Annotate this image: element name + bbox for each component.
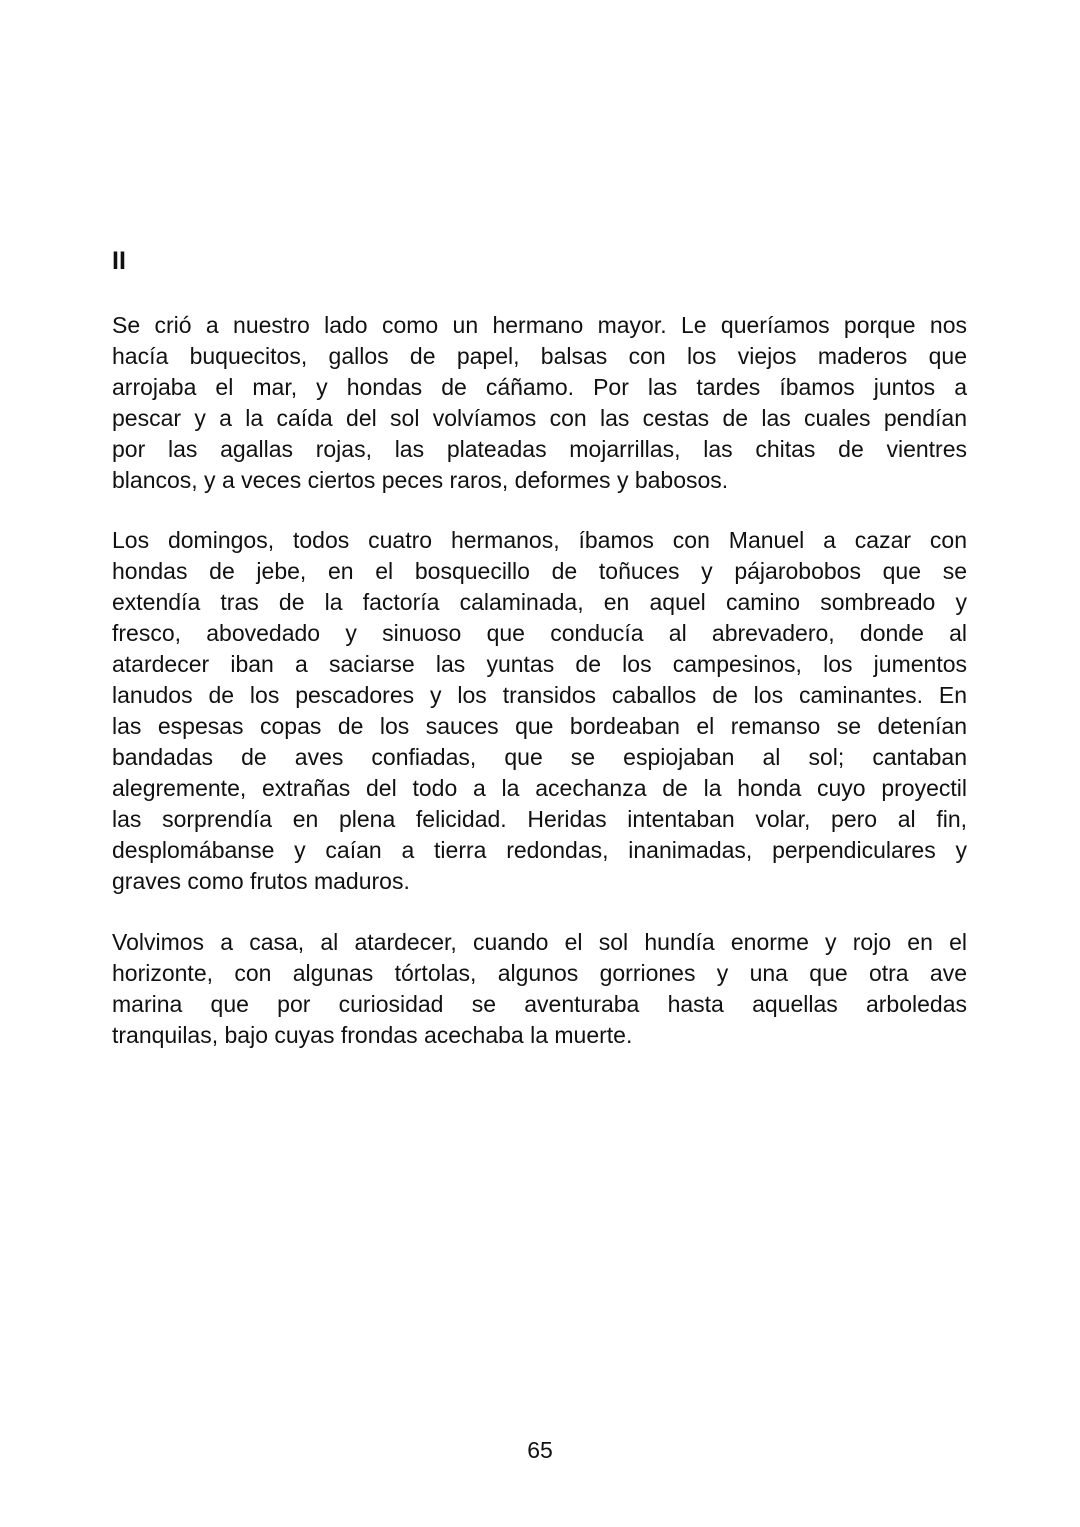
text-line: extendía tras de la factoría calaminada, en aquel camino sombreado y xyxy=(112,589,967,615)
text-line: por las agallas rojas, las plateadas mojarrillas, las chitas de vientres xyxy=(112,436,967,462)
page-number: 65 xyxy=(527,1437,553,1463)
text-line: marina que por curiosidad se aventuraba hasta aquellas arboledas xyxy=(112,991,967,1017)
paragraph-3 xyxy=(112,927,967,1051)
text-line: alegremente, extrañas del todo a la acechanza de la honda cuyo proyectil xyxy=(112,775,967,801)
text-line: graves como frutos maduros. xyxy=(112,868,410,894)
text-line: atardecer iban a saciarse las yuntas de los campesinos, los jumentos xyxy=(112,651,967,677)
text-line: las espesas copas de los sauces que bordeaban el remanso se detenían xyxy=(112,713,967,739)
text-line: las sorprendía en plena felicidad. Heridas intentaban volar, pero al fin, xyxy=(112,806,967,832)
text-line: fresco, abovedado y sinuoso que conducía al abrevadero, donde al xyxy=(112,620,967,646)
text-line: tranquilas, bajo cuyas frondas acechaba la muerte. xyxy=(112,1022,633,1048)
text-line: Los domingos, todos cuatro hermanos, íbamos con Manuel a cazar con xyxy=(112,527,967,553)
chapter-heading: II xyxy=(112,247,126,275)
text-line: bandadas de aves confiadas, que se espiojaban al sol; cantaban xyxy=(112,744,967,770)
text-line: lanudos de los pescadores y los transidos caballos de los caminantes. En xyxy=(112,682,967,708)
text-line: hacía buquecitos, gallos de papel, balsas con los viejos maderos que xyxy=(112,343,967,369)
paragraph-1 xyxy=(112,310,967,496)
text-line: hondas de jebe, en el bosquecillo de toñuces y pájarobobos que se xyxy=(112,558,967,584)
text-line: arrojaba el mar, y hondas de cáñamo. Por las tardes íbamos juntos a xyxy=(112,374,967,400)
text-line: Volvimos a casa, al atardecer, cuando el sol hundía enorme y rojo en el xyxy=(112,929,967,955)
paragraph-2 xyxy=(112,525,967,897)
text-line: Se crió a nuestro lado como un hermano mayor. Le queríamos porque nos xyxy=(112,312,967,338)
text-line: horizonte, con algunas tórtolas, algunos gorriones y una que otra ave xyxy=(112,960,967,986)
text-line: blancos, y a veces ciertos peces raros, deformes y babosos. xyxy=(112,467,729,493)
text-line: pescar y a la caída del sol volvíamos con las cestas de las cuales pendían xyxy=(112,405,967,431)
text-line: desplomábanse y caían a tierra redondas, inanimadas, perpendiculares y xyxy=(112,837,967,863)
